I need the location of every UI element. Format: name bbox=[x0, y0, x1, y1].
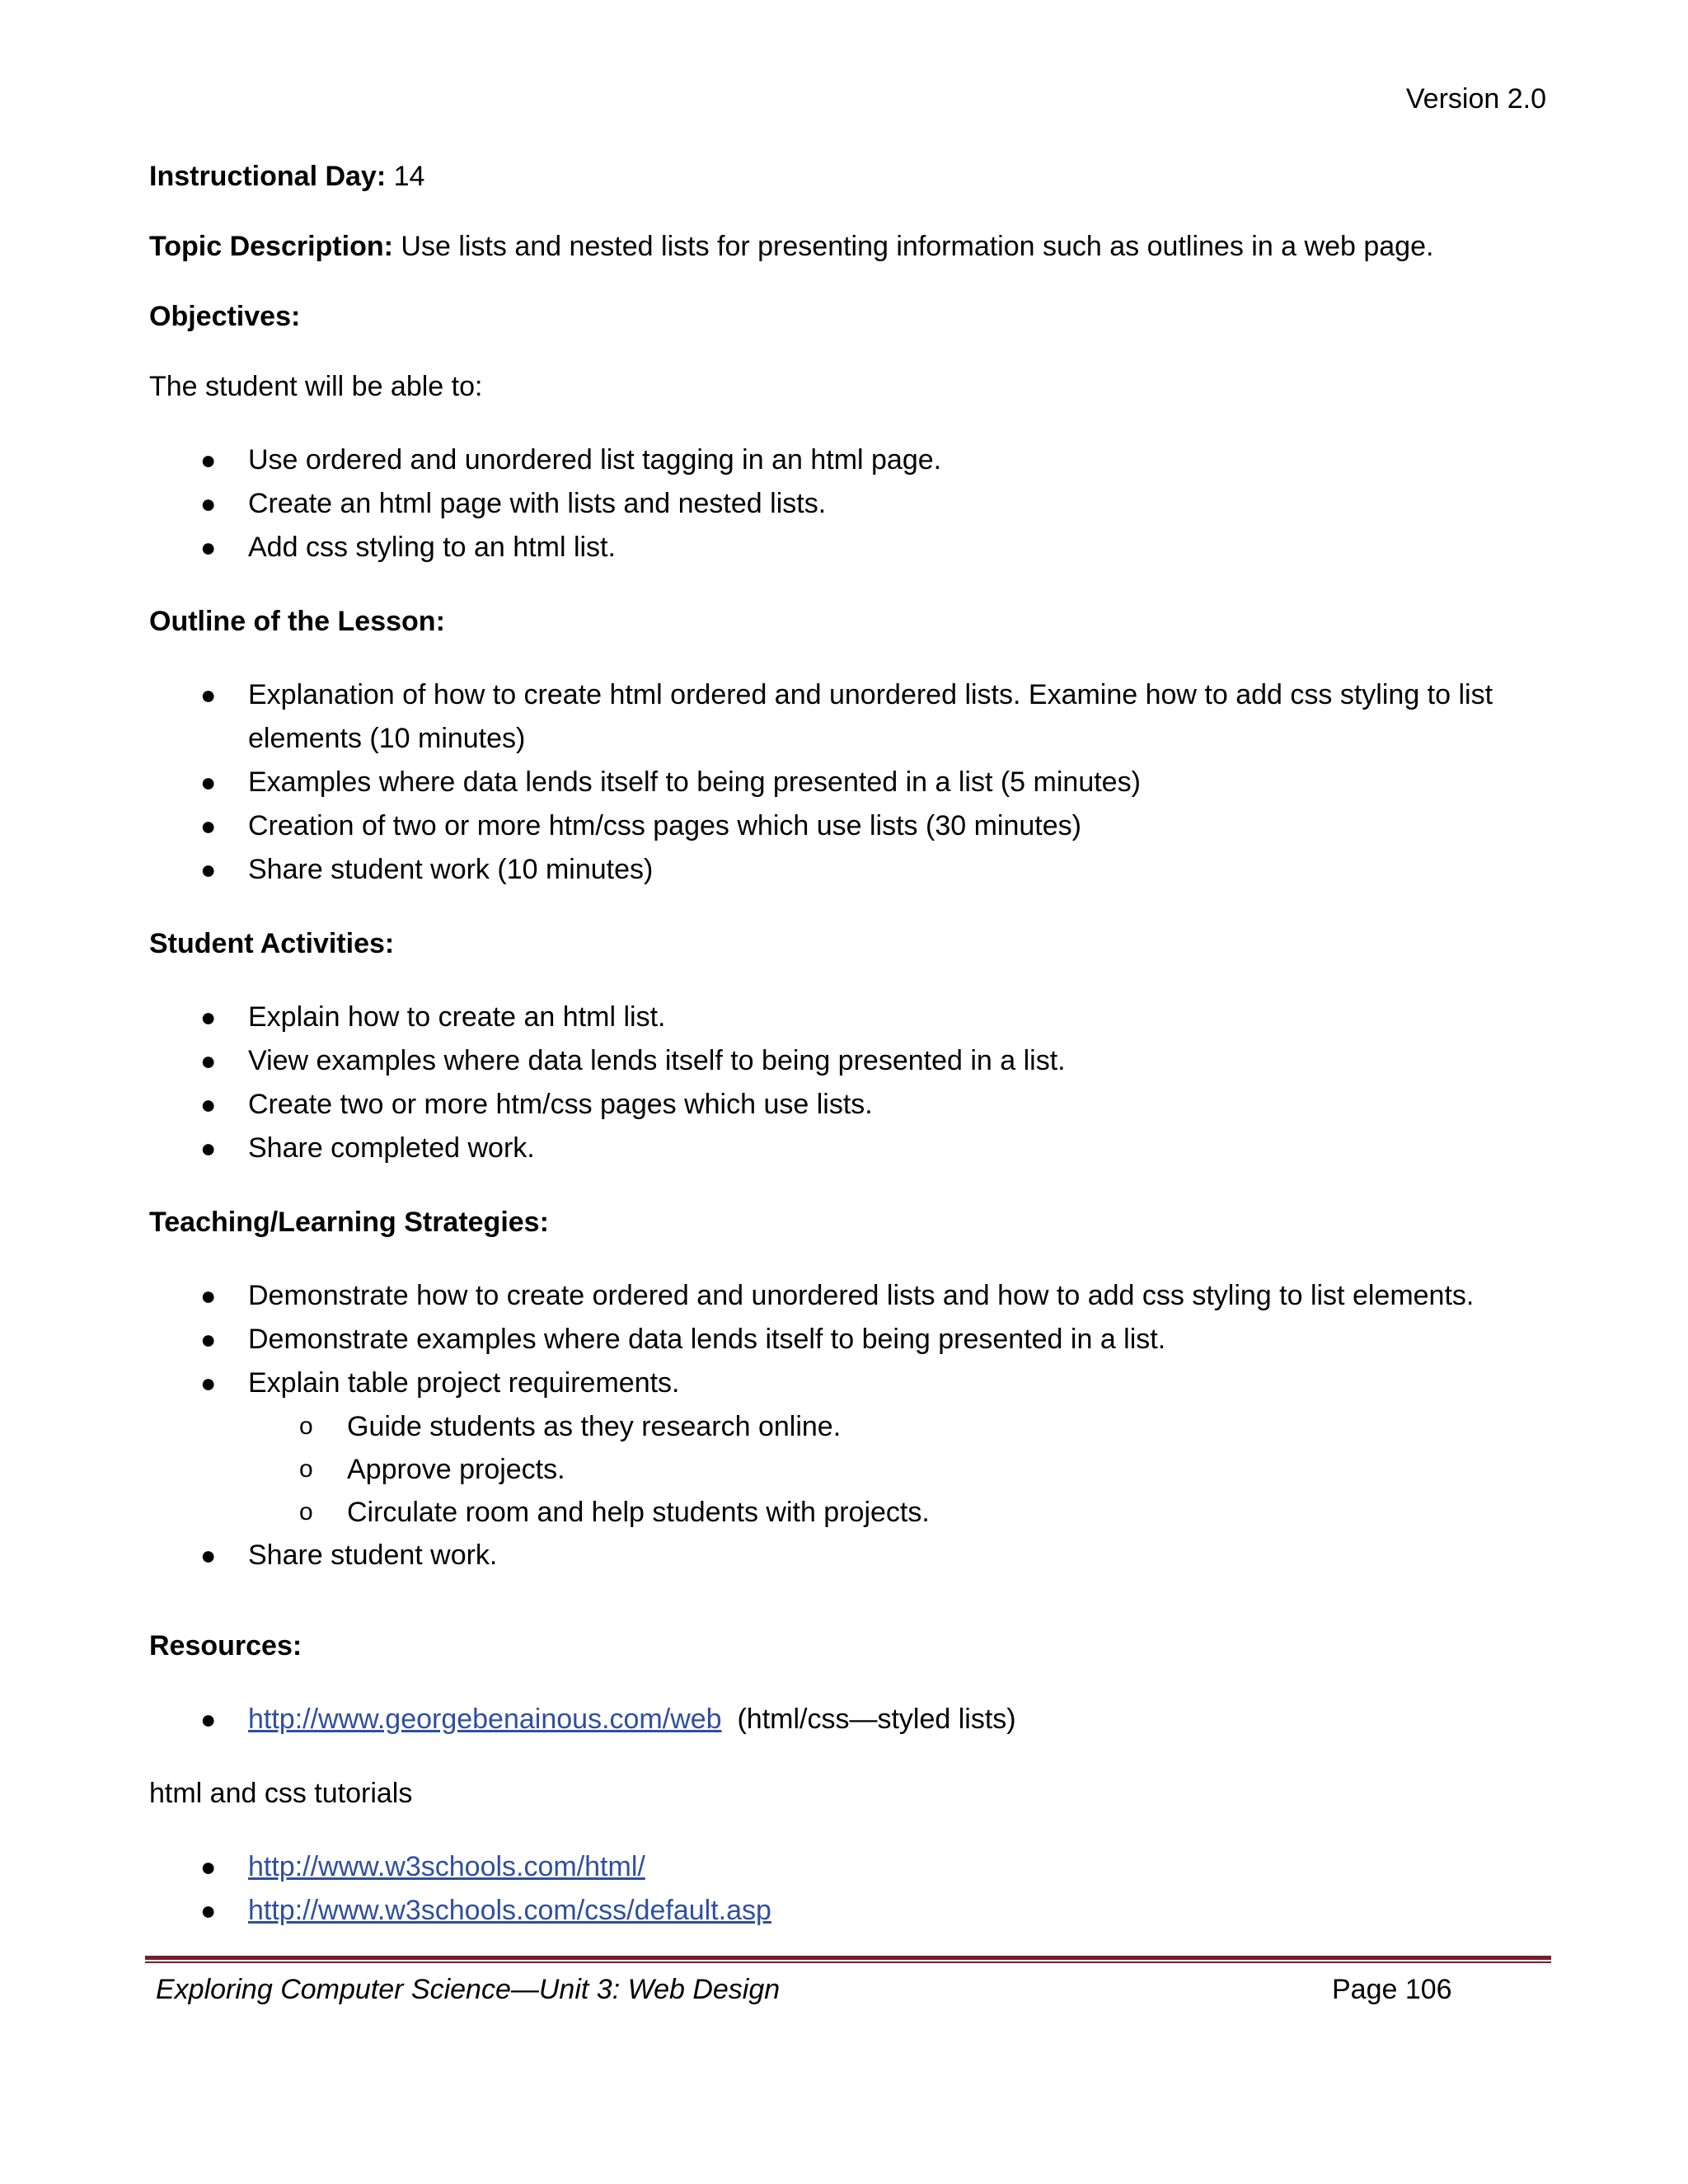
list-item-text: Share student work (10 minutes) bbox=[248, 854, 654, 885]
sub-list-item-text: Circulate room and help students with projects. bbox=[347, 1497, 930, 1528]
outline-list bbox=[149, 673, 1550, 892]
outline-heading bbox=[149, 603, 1550, 640]
strategies-heading-text: Teaching/Learning Strategies: bbox=[149, 1207, 549, 1238]
list-item bbox=[149, 1318, 1550, 1361]
list-item bbox=[149, 1845, 1550, 1889]
footer-title: Exploring Computer Science—Unit 3: Web Design bbox=[156, 1974, 781, 2005]
w3schools-html-link[interactable]: http://www.w3schools.com/html/ bbox=[248, 1851, 645, 1882]
section-spacer bbox=[149, 1611, 1550, 1628]
footer-divider bbox=[145, 1956, 1551, 1963]
bullet-icon: ● bbox=[200, 1852, 217, 1882]
list-item-text: Create an html page with lists and nested lists. bbox=[248, 488, 827, 519]
bullet-icon: ● bbox=[200, 489, 217, 518]
list-item bbox=[149, 996, 1550, 1039]
bullet-icon: ● bbox=[200, 811, 217, 841]
list-item bbox=[149, 1361, 1550, 1534]
list-item-text: Share student work. bbox=[248, 1540, 498, 1571]
objectives-heading bbox=[149, 298, 1550, 335]
strategies-sublist bbox=[248, 1405, 1550, 1534]
list-item-text: Create two or more htm/css pages which use lists. bbox=[248, 1089, 873, 1120]
list-item bbox=[149, 1534, 1550, 1577]
bullet-icon: ● bbox=[200, 1704, 217, 1734]
bullet-icon: ● bbox=[200, 532, 217, 562]
bullet-icon: ● bbox=[200, 855, 217, 884]
student-activities-heading bbox=[149, 926, 1550, 962]
tutorials-list bbox=[149, 1845, 1550, 1933]
bullet-icon: ● bbox=[200, 680, 217, 710]
list-item bbox=[149, 804, 1550, 848]
instructional-day bbox=[149, 158, 1550, 194]
instructional-day-label: Instructional Day: bbox=[149, 161, 387, 192]
outline-heading-text: Outline of the Lesson: bbox=[149, 606, 445, 637]
version-label: Version 2.0 bbox=[1405, 83, 1546, 115]
list-item-text: Use ordered and unordered list tagging in an html page. bbox=[248, 444, 942, 476]
bullet-icon: ● bbox=[200, 445, 217, 475]
bullet-icon: ● bbox=[200, 1540, 217, 1570]
link-note: (html/css—styled lists) bbox=[737, 1704, 1016, 1735]
resources-list bbox=[149, 1698, 1550, 1741]
list-item bbox=[149, 1274, 1550, 1318]
student-activities-list bbox=[149, 996, 1550, 1170]
resources-heading-text: Resources: bbox=[149, 1630, 302, 1661]
list-item-text: Demonstrate examples where data lends itself to being presented in a list. bbox=[248, 1324, 1166, 1355]
list-item bbox=[149, 848, 1550, 892]
circle-bullet-icon: o bbox=[299, 1455, 313, 1483]
list-item-text: Explain table project requirements. bbox=[248, 1367, 680, 1399]
bullet-icon: ● bbox=[200, 1324, 217, 1354]
topic-description bbox=[149, 228, 1550, 265]
tutorials-label: html and css tutorials bbox=[149, 1778, 413, 1809]
bullet-icon: ● bbox=[200, 1896, 217, 1925]
strategies-heading bbox=[149, 1204, 1550, 1240]
circle-bullet-icon: o bbox=[299, 1413, 313, 1440]
bullet-icon: ● bbox=[200, 1002, 217, 1032]
bullet-icon: ● bbox=[200, 1090, 217, 1119]
sub-list-item bbox=[248, 1491, 1550, 1534]
list-item bbox=[149, 1083, 1550, 1127]
sub-list-item-text: Approve projects. bbox=[347, 1454, 565, 1485]
resources-heading bbox=[149, 1628, 1550, 1664]
list-item-text: Creation of two or more htm/css pages which use lists (30 minutes) bbox=[248, 810, 1081, 841]
list-item bbox=[149, 761, 1550, 804]
objectives-list bbox=[149, 438, 1550, 569]
list-item bbox=[149, 1889, 1550, 1933]
list-item-text: Demonstrate how to create ordered and unordered lists and how to add css styling to list elements. bbox=[248, 1280, 1475, 1311]
w3schools-css-link[interactable]: http://www.w3schools.com/css/default.asp bbox=[248, 1895, 771, 1926]
list-item bbox=[149, 526, 1550, 569]
student-activities-heading-text: Student Activities: bbox=[149, 928, 395, 959]
circle-bullet-icon: o bbox=[299, 1498, 313, 1526]
list-item-text: View examples where data lends itself to being presented in a list. bbox=[248, 1045, 1066, 1076]
list-item bbox=[149, 438, 1550, 482]
list-item bbox=[149, 1127, 1550, 1170]
sub-list-item bbox=[248, 1448, 1550, 1491]
bullet-icon: ● bbox=[200, 767, 217, 797]
sub-list-item bbox=[248, 1405, 1550, 1448]
list-item bbox=[149, 1698, 1550, 1741]
strategies-list bbox=[149, 1274, 1550, 1577]
list-item-text: Examples where data lends itself to being presented in a list (5 minutes) bbox=[248, 766, 1141, 798]
bullet-icon: ● bbox=[200, 1368, 217, 1398]
sub-list-item-text: Guide students as they research online. bbox=[347, 1411, 842, 1442]
objectives-intro: The student will be able to: bbox=[149, 371, 483, 402]
instructional-day-value: 14 bbox=[393, 161, 425, 192]
list-item-text: Explain how to create an html list. bbox=[248, 1001, 666, 1033]
topic-description-label: Topic Description: bbox=[149, 231, 393, 262]
bullet-icon: ● bbox=[200, 1046, 217, 1076]
list-item bbox=[149, 673, 1550, 761]
lesson-content bbox=[149, 158, 1550, 1966]
footer-page-number: Page 106 bbox=[1332, 1974, 1452, 2005]
list-item bbox=[149, 1039, 1550, 1083]
objectives-heading-text: Objectives: bbox=[149, 301, 301, 332]
list-item-text: Explanation of how to create html ordered and unordered lists. Examine how to add css styling to list elements (10 minutes) bbox=[248, 679, 1493, 754]
list-item bbox=[149, 482, 1550, 526]
bullet-icon: ● bbox=[200, 1133, 217, 1163]
bullet-icon: ● bbox=[200, 1281, 217, 1310]
georgebenainous-link[interactable]: http://www.georgebenainous.com/web bbox=[248, 1704, 722, 1735]
list-item-text: Add css styling to an html list. bbox=[248, 532, 616, 563]
topic-description-value: Use lists and nested lists for presenting information such as outlines in a web page. bbox=[401, 231, 1434, 262]
list-item-text: Share completed work. bbox=[248, 1132, 535, 1164]
